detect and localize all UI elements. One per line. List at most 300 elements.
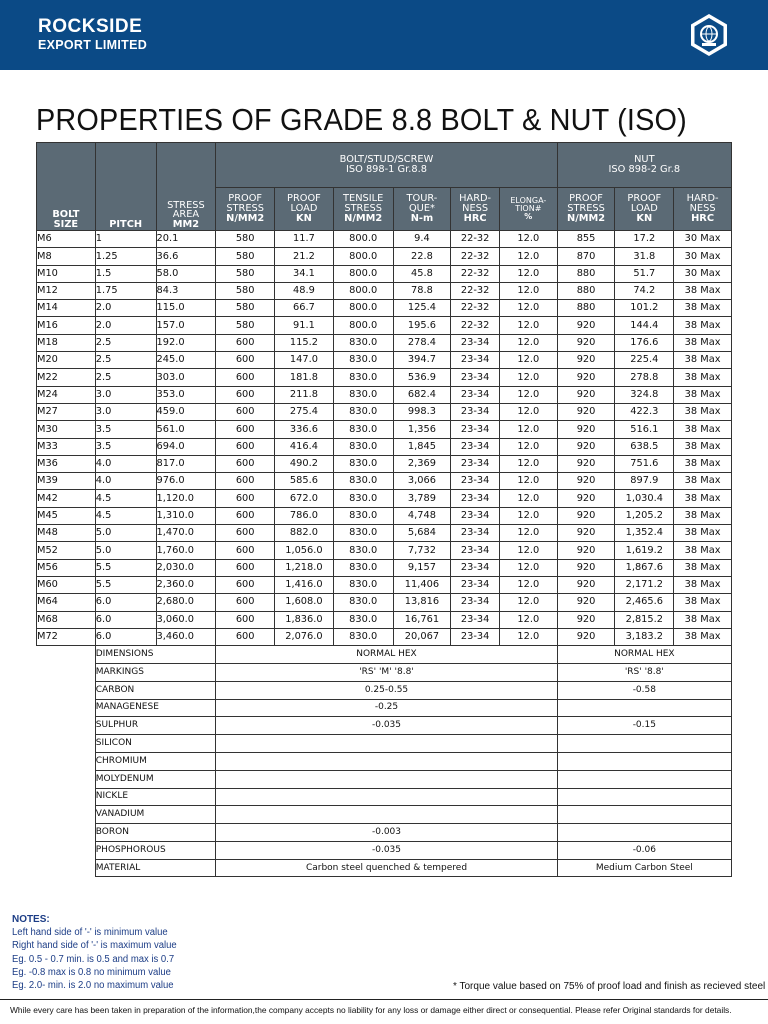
table-cell: 91.1	[275, 317, 334, 334]
table-cell: 20,067	[393, 628, 451, 645]
table-cell: M72	[37, 628, 96, 645]
table-cell: 211.8	[275, 386, 334, 403]
table-cell: 38 Max	[674, 386, 732, 403]
group-header-bolt: BOLT/STUD/SCREW ISO 898-1 Gr.8.8	[216, 143, 557, 188]
table-cell: 600	[216, 438, 275, 455]
note-line: Right hand side of '-' is maximum value	[12, 940, 177, 952]
table-cell: 12.0	[499, 334, 557, 351]
table-cell: 278.8	[615, 369, 674, 386]
table-cell: 3.5	[95, 438, 156, 455]
table-cell: 920	[557, 317, 615, 334]
table-cell: 12.0	[499, 369, 557, 386]
header-torque: TOUR- QUE* N-m	[393, 188, 451, 231]
bolt-property-value: -0.035	[216, 841, 557, 859]
table-row	[37, 317, 732, 334]
table-cell: 36.6	[156, 248, 216, 265]
table-cell: 23-34	[451, 386, 500, 403]
table-cell: 600	[216, 611, 275, 628]
table-cell: 4.0	[95, 473, 156, 490]
table-cell: 2,815.2	[615, 611, 674, 628]
table-cell: M33	[37, 438, 96, 455]
table-cell: 422.3	[615, 403, 674, 420]
nut-property-value	[557, 735, 731, 753]
page-title: PROPERTIES OF GRADE 8.8 BOLT & NUT (ISO)	[36, 102, 687, 137]
table-cell: 23-34	[451, 611, 500, 628]
table-cell: 1,218.0	[275, 559, 334, 576]
property-label: DIMENSIONS	[95, 646, 216, 664]
bolt-property-value	[216, 806, 557, 824]
table-cell: 585.6	[275, 473, 334, 490]
header-nut-proof-stress: PROOF STRESS N/MM2	[557, 188, 615, 231]
table-cell: 920	[557, 576, 615, 593]
property-label: CARBON	[95, 681, 216, 699]
table-cell: 855	[557, 231, 615, 248]
table-cell: 830.0	[333, 334, 393, 351]
table-cell: 38 Max	[674, 507, 732, 524]
table-cell: 22.8	[393, 248, 451, 265]
property-row	[37, 646, 732, 664]
table-cell: 20.1	[156, 231, 216, 248]
table-cell: 1	[95, 231, 156, 248]
table-cell: 1,205.2	[615, 507, 674, 524]
table-cell: 12.0	[499, 576, 557, 593]
table-cell: 600	[216, 352, 275, 369]
property-label: MARKINGS	[95, 663, 216, 681]
table-cell: M36	[37, 455, 96, 472]
table-cell: 38 Max	[674, 352, 732, 369]
property-row	[37, 824, 732, 842]
bolt-property-value: -0.003	[216, 824, 557, 842]
table-cell: 23-34	[451, 369, 500, 386]
table-cell: 600	[216, 525, 275, 542]
table-cell: 23-34	[451, 421, 500, 438]
table-cell: 12.0	[499, 265, 557, 282]
table-cell: 1,760.0	[156, 542, 216, 559]
bolt-property-value: -0.035	[216, 717, 557, 735]
table-cell: 600	[216, 334, 275, 351]
table-cell: 101.2	[615, 300, 674, 317]
notes-section	[12, 913, 177, 992]
table-cell: 920	[557, 594, 615, 611]
table-cell: 580	[216, 231, 275, 248]
table-cell: 920	[557, 403, 615, 420]
table-cell: 580	[216, 265, 275, 282]
bolt-property-value: Carbon steel quenched & tempered	[216, 859, 557, 877]
table-cell: 920	[557, 386, 615, 403]
table-cell: 580	[216, 300, 275, 317]
property-label: VANADIUM	[95, 806, 216, 824]
table-cell: 5.5	[95, 559, 156, 576]
table-cell: 30 Max	[674, 248, 732, 265]
table-row	[37, 403, 732, 420]
table-cell: 2.0	[95, 317, 156, 334]
table-cell: 13,816	[393, 594, 451, 611]
table-cell: M16	[37, 317, 96, 334]
table-cell: 600	[216, 403, 275, 420]
property-row	[37, 717, 732, 735]
table-cell: 920	[557, 369, 615, 386]
table-cell: 48.9	[275, 282, 334, 299]
bolt-property-value: NORMAL HEX	[216, 646, 557, 664]
table-row	[37, 525, 732, 542]
table-cell: 3.5	[95, 421, 156, 438]
table-cell: M60	[37, 576, 96, 593]
property-row	[37, 770, 732, 788]
nut-property-value	[557, 806, 731, 824]
property-row	[37, 663, 732, 681]
table-cell: 181.8	[275, 369, 334, 386]
table-cell: 1,470.0	[156, 525, 216, 542]
torque-footnote: * Torque value based on 75% of proof load and finish as recieved steel	[453, 981, 766, 992]
table-cell: 11,406	[393, 576, 451, 593]
nut-property-value: -0.06	[557, 841, 731, 859]
table-cell: 1,056.0	[275, 542, 334, 559]
bolt-property-value: -0.25	[216, 699, 557, 717]
table-cell: 6.0	[95, 628, 156, 645]
note-line: Eg. -0.8 max is 0.8 no minimum value	[12, 966, 171, 978]
table-cell: 800.0	[333, 317, 393, 334]
disclaimer: While every care has been taken in preparation of the information,the company accepts no liability for any loss or damage either direct or consequential. Please refer Original standards for details.	[0, 999, 768, 1015]
bolt-property-value	[216, 735, 557, 753]
group-header-nut: NUT ISO 898-2 Gr.8	[557, 143, 731, 188]
table-cell: 23-34	[451, 628, 500, 645]
properties-table	[36, 142, 732, 877]
table-cell: 38 Max	[674, 282, 732, 299]
property-row	[37, 859, 732, 877]
table-cell: 38 Max	[674, 455, 732, 472]
table-row	[37, 628, 732, 645]
table-cell: M18	[37, 334, 96, 351]
table-row	[37, 507, 732, 524]
table-cell: 1,836.0	[275, 611, 334, 628]
nut-property-value	[557, 788, 731, 806]
table-cell: 5.5	[95, 576, 156, 593]
table-row	[37, 248, 732, 265]
table-cell: 580	[216, 282, 275, 299]
table-cell: 3.0	[95, 403, 156, 420]
blank-cell	[37, 681, 96, 699]
table-cell: 920	[557, 559, 615, 576]
table-cell: 600	[216, 507, 275, 524]
blank-cell	[37, 699, 96, 717]
property-row	[37, 841, 732, 859]
table-cell: 58.0	[156, 265, 216, 282]
note-line: Eg. 2.0- min. is 2.0 no maximum value	[12, 980, 174, 992]
table-cell: 920	[557, 525, 615, 542]
table-cell: 4.0	[95, 455, 156, 472]
table-cell: M45	[37, 507, 96, 524]
table-cell: 920	[557, 473, 615, 490]
table-cell: 3,789	[393, 490, 451, 507]
table-cell: 1,416.0	[275, 576, 334, 593]
table-cell: 22-32	[451, 300, 500, 317]
table-cell: 536.9	[393, 369, 451, 386]
table-cell: 600	[216, 421, 275, 438]
table-cell: 38 Max	[674, 403, 732, 420]
table-cell: 23-34	[451, 403, 500, 420]
table-cell: 4.5	[95, 507, 156, 524]
table-cell: 324.8	[615, 386, 674, 403]
table-row	[37, 594, 732, 611]
table-cell: 12.0	[499, 628, 557, 645]
table-cell: 459.0	[156, 403, 216, 420]
table-cell: 23-34	[451, 352, 500, 369]
table-cell: 3,060.0	[156, 611, 216, 628]
table-cell: 600	[216, 473, 275, 490]
property-label: MANAGENESE	[95, 699, 216, 717]
notes-heading: NOTES:	[12, 913, 50, 925]
table-cell: M27	[37, 403, 96, 420]
table-cell: 920	[557, 490, 615, 507]
table-cell: 920	[557, 628, 615, 645]
note-line: Eg. 0.5 - 0.7 min. is 0.5 and max is 0.7	[12, 953, 175, 965]
table-cell: 2.0	[95, 300, 156, 317]
table-cell: 1,608.0	[275, 594, 334, 611]
table-cell: 817.0	[156, 455, 216, 472]
table-cell: 830.0	[333, 559, 393, 576]
table-cell: 115.2	[275, 334, 334, 351]
table-cell: 580	[216, 248, 275, 265]
property-label: SILICON	[95, 735, 216, 753]
table-row	[37, 265, 732, 282]
table-cell: 2,369	[393, 455, 451, 472]
property-label: SULPHUR	[95, 717, 216, 735]
nut-property-value	[557, 699, 731, 717]
table-cell: 751.6	[615, 455, 674, 472]
table-cell: 12.0	[499, 559, 557, 576]
table-cell: 12.0	[499, 231, 557, 248]
property-row	[37, 806, 732, 824]
table-cell: 830.0	[333, 628, 393, 645]
table-cell: 9,157	[393, 559, 451, 576]
table-cell: 600	[216, 559, 275, 576]
table-cell: M22	[37, 369, 96, 386]
table-cell: 23-34	[451, 559, 500, 576]
table-row	[37, 611, 732, 628]
table-cell: 830.0	[333, 576, 393, 593]
nut-property-value	[557, 824, 731, 842]
table-cell: 12.0	[499, 542, 557, 559]
table-cell: 38 Max	[674, 473, 732, 490]
table-cell: 38 Max	[674, 594, 732, 611]
table-cell: 9.4	[393, 231, 451, 248]
nut-property-value	[557, 752, 731, 770]
table-cell: 830.0	[333, 542, 393, 559]
bolt-property-value: 0.25-0.55	[216, 681, 557, 699]
property-label: NICKLE	[95, 788, 216, 806]
table-row	[37, 282, 732, 299]
table-cell: 38 Max	[674, 369, 732, 386]
table-cell: 920	[557, 352, 615, 369]
blank-cell	[37, 646, 96, 664]
table-cell: 2,171.2	[615, 576, 674, 593]
table-row	[37, 490, 732, 507]
table-cell: 1,356	[393, 421, 451, 438]
blank-cell	[37, 806, 96, 824]
header-bolt-hardness: HARD- NESS HRC	[451, 188, 500, 231]
table-cell: M39	[37, 473, 96, 490]
table-cell: 31.8	[615, 248, 674, 265]
table-cell: 830.0	[333, 507, 393, 524]
table-cell: 880	[557, 265, 615, 282]
table-cell: 12.0	[499, 421, 557, 438]
table-cell: 12.0	[499, 352, 557, 369]
table-cell: 1,352.4	[615, 525, 674, 542]
property-row	[37, 735, 732, 753]
table-cell: 490.2	[275, 455, 334, 472]
table-cell: 6.0	[95, 594, 156, 611]
table-cell: 682.4	[393, 386, 451, 403]
blank-cell	[37, 752, 96, 770]
table-cell: 580	[216, 317, 275, 334]
brand-subname: EXPORT LIMITED	[38, 38, 148, 52]
table-cell: 600	[216, 576, 275, 593]
table-cell: 830.0	[333, 611, 393, 628]
table-row	[37, 334, 732, 351]
table-cell: 353.0	[156, 386, 216, 403]
table-cell: 1,120.0	[156, 490, 216, 507]
table-cell: M48	[37, 525, 96, 542]
table-cell: 830.0	[333, 386, 393, 403]
table-cell: 23-34	[451, 473, 500, 490]
table-cell: 600	[216, 628, 275, 645]
table-cell: 12.0	[499, 438, 557, 455]
table-cell: 2.5	[95, 334, 156, 351]
table-cell: 394.7	[393, 352, 451, 369]
table-cell: 880	[557, 282, 615, 299]
table-cell: 3,066	[393, 473, 451, 490]
table-cell: 830.0	[333, 473, 393, 490]
table-cell: 30 Max	[674, 231, 732, 248]
table-cell: 1.75	[95, 282, 156, 299]
header-pitch: PITCH	[95, 143, 156, 231]
table-cell: 23-34	[451, 507, 500, 524]
table-cell: 897.9	[615, 473, 674, 490]
table-row	[37, 352, 732, 369]
table-row	[37, 542, 732, 559]
property-row	[37, 788, 732, 806]
table-cell: 800.0	[333, 300, 393, 317]
table-cell: 12.0	[499, 300, 557, 317]
table-cell: 880	[557, 300, 615, 317]
table-cell: 672.0	[275, 490, 334, 507]
nut-property-value: 'RS' '8.8'	[557, 663, 731, 681]
table-cell: 12.0	[499, 403, 557, 420]
table-cell: 22-32	[451, 317, 500, 334]
table-cell: 600	[216, 594, 275, 611]
table-cell: 12.0	[499, 611, 557, 628]
table-cell: 275.4	[275, 403, 334, 420]
table-cell: 516.1	[615, 421, 674, 438]
header-nut-hardness: HARD- NESS HRC	[674, 188, 732, 231]
property-label: CHROMIUM	[95, 752, 216, 770]
table-cell: 144.4	[615, 317, 674, 334]
table-cell: 830.0	[333, 403, 393, 420]
table-cell: 416.4	[275, 438, 334, 455]
table-cell: 2,680.0	[156, 594, 216, 611]
blank-cell	[37, 859, 96, 877]
table-cell: 1.25	[95, 248, 156, 265]
table-cell: 147.0	[275, 352, 334, 369]
table-cell: 38 Max	[674, 317, 732, 334]
table-cell: 12.0	[499, 455, 557, 472]
table-row	[37, 386, 732, 403]
table-row	[37, 231, 732, 248]
table-cell: M8	[37, 248, 96, 265]
property-row	[37, 752, 732, 770]
table-cell: 12.0	[499, 473, 557, 490]
table-cell: 3,183.2	[615, 628, 674, 645]
header-elongation: ELONGA- TION# %	[499, 188, 557, 231]
table-cell: 920	[557, 611, 615, 628]
table-cell: 5.0	[95, 542, 156, 559]
table-cell: M56	[37, 559, 96, 576]
table-cell: 830.0	[333, 594, 393, 611]
table-cell: 2.5	[95, 352, 156, 369]
table-cell: M6	[37, 231, 96, 248]
table-cell: 23-34	[451, 542, 500, 559]
table-cell: 45.8	[393, 265, 451, 282]
table-cell: 830.0	[333, 352, 393, 369]
table-cell: 5,684	[393, 525, 451, 542]
table-cell: M12	[37, 282, 96, 299]
table-cell: 38 Max	[674, 334, 732, 351]
bolt-property-value	[216, 770, 557, 788]
table-cell: 800.0	[333, 265, 393, 282]
table-cell: 38 Max	[674, 421, 732, 438]
nut-property-value: NORMAL HEX	[557, 646, 731, 664]
table-cell: M42	[37, 490, 96, 507]
table-cell: 336.6	[275, 421, 334, 438]
table-cell: 23-34	[451, 490, 500, 507]
table-row	[37, 438, 732, 455]
table-cell: 6.0	[95, 611, 156, 628]
table-cell: 21.2	[275, 248, 334, 265]
table-cell: 115.0	[156, 300, 216, 317]
table-cell: 920	[557, 542, 615, 559]
table-cell: 38 Max	[674, 611, 732, 628]
table-cell: 12.0	[499, 282, 557, 299]
table-cell: 78.8	[393, 282, 451, 299]
property-label: MOLYDENUM	[95, 770, 216, 788]
table-cell: 2.5	[95, 369, 156, 386]
table-row	[37, 369, 732, 386]
bolt-property-value	[216, 752, 557, 770]
header-bolt-proof-stress: PROOF STRESS N/MM2	[216, 188, 275, 231]
table-cell: 66.7	[275, 300, 334, 317]
table-cell: 4,748	[393, 507, 451, 524]
header-nut-proof-load: PROOF LOAD KN	[615, 188, 674, 231]
table-cell: 694.0	[156, 438, 216, 455]
table-cell: 22-32	[451, 248, 500, 265]
table-cell: 12.0	[499, 525, 557, 542]
table-cell: 38 Max	[674, 576, 732, 593]
table-cell: 920	[557, 455, 615, 472]
table-cell: 2,465.6	[615, 594, 674, 611]
table-row	[37, 421, 732, 438]
bolt-property-value	[216, 788, 557, 806]
nut-property-value: -0.15	[557, 717, 731, 735]
table-cell: 16,761	[393, 611, 451, 628]
table-cell: 3,460.0	[156, 628, 216, 645]
header-bolt-size: BOLT SIZE	[37, 143, 96, 231]
table-cell: 192.0	[156, 334, 216, 351]
blank-cell	[37, 663, 96, 681]
table-cell: 34.1	[275, 265, 334, 282]
header-tensile-stress: TENSILE STRESS N/MM2	[333, 188, 393, 231]
blank-cell	[37, 770, 96, 788]
table-cell: 800.0	[333, 248, 393, 265]
